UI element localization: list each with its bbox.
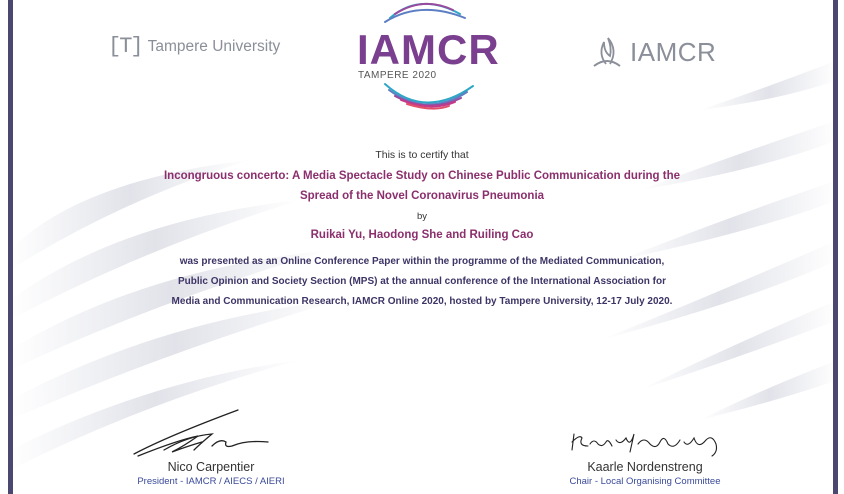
iamcr-logo-text: IAMCR xyxy=(630,36,717,67)
iamcr-center-wordmark: IAMCR xyxy=(357,26,500,73)
authors: Ruikai Yu, Haodong She and Ruiling Cao xyxy=(310,229,534,241)
signer-left-role: President - IAMCR / AIECS / AIERI xyxy=(137,476,285,487)
certify-text: This is to certify that xyxy=(375,149,469,161)
signer-right-name: Kaarle Nordenstreng xyxy=(587,460,703,474)
frame-right xyxy=(833,0,838,494)
tampere-mark-icon: [T] xyxy=(108,34,142,59)
signer-right-role: Chair - Local Organising Committee xyxy=(569,476,721,487)
description-line-2: Public Opinion and Society Section (MPS) at the annual conference of the International Association for xyxy=(177,276,667,287)
description-line-3: Media and Communication Research, IAMCR Online 2020, hosted by Tampere University, 12-17 July 2020. xyxy=(171,296,673,307)
frame-left xyxy=(8,0,13,494)
by-text: by xyxy=(416,211,428,222)
paper-title-line-2: Spread of the Novel Coronavirus Pneumonia xyxy=(299,190,545,202)
description-line-1: was presented as an Online Conference Paper within the programme of the Mediated Communication, xyxy=(179,256,665,267)
tampere-logo-text: Tampere University xyxy=(147,37,281,55)
frame-bottom xyxy=(8,0,13,2)
signature-left xyxy=(86,400,336,487)
iamcr-flame-icon xyxy=(590,34,624,70)
iamcr-logo xyxy=(590,34,716,70)
paper-title-line-1: Incongruous concerto: A Media Spectacle Study on Chinese Public Communication during the xyxy=(163,170,681,182)
tampere-university-logo xyxy=(108,34,280,59)
iamcr-tampere-2020-logo xyxy=(345,0,500,115)
signature-right xyxy=(520,418,770,487)
iamcr-center-subtitle: TAMPERE 2020 xyxy=(358,70,437,81)
signer-left-name: Nico Carpentier xyxy=(167,460,255,474)
